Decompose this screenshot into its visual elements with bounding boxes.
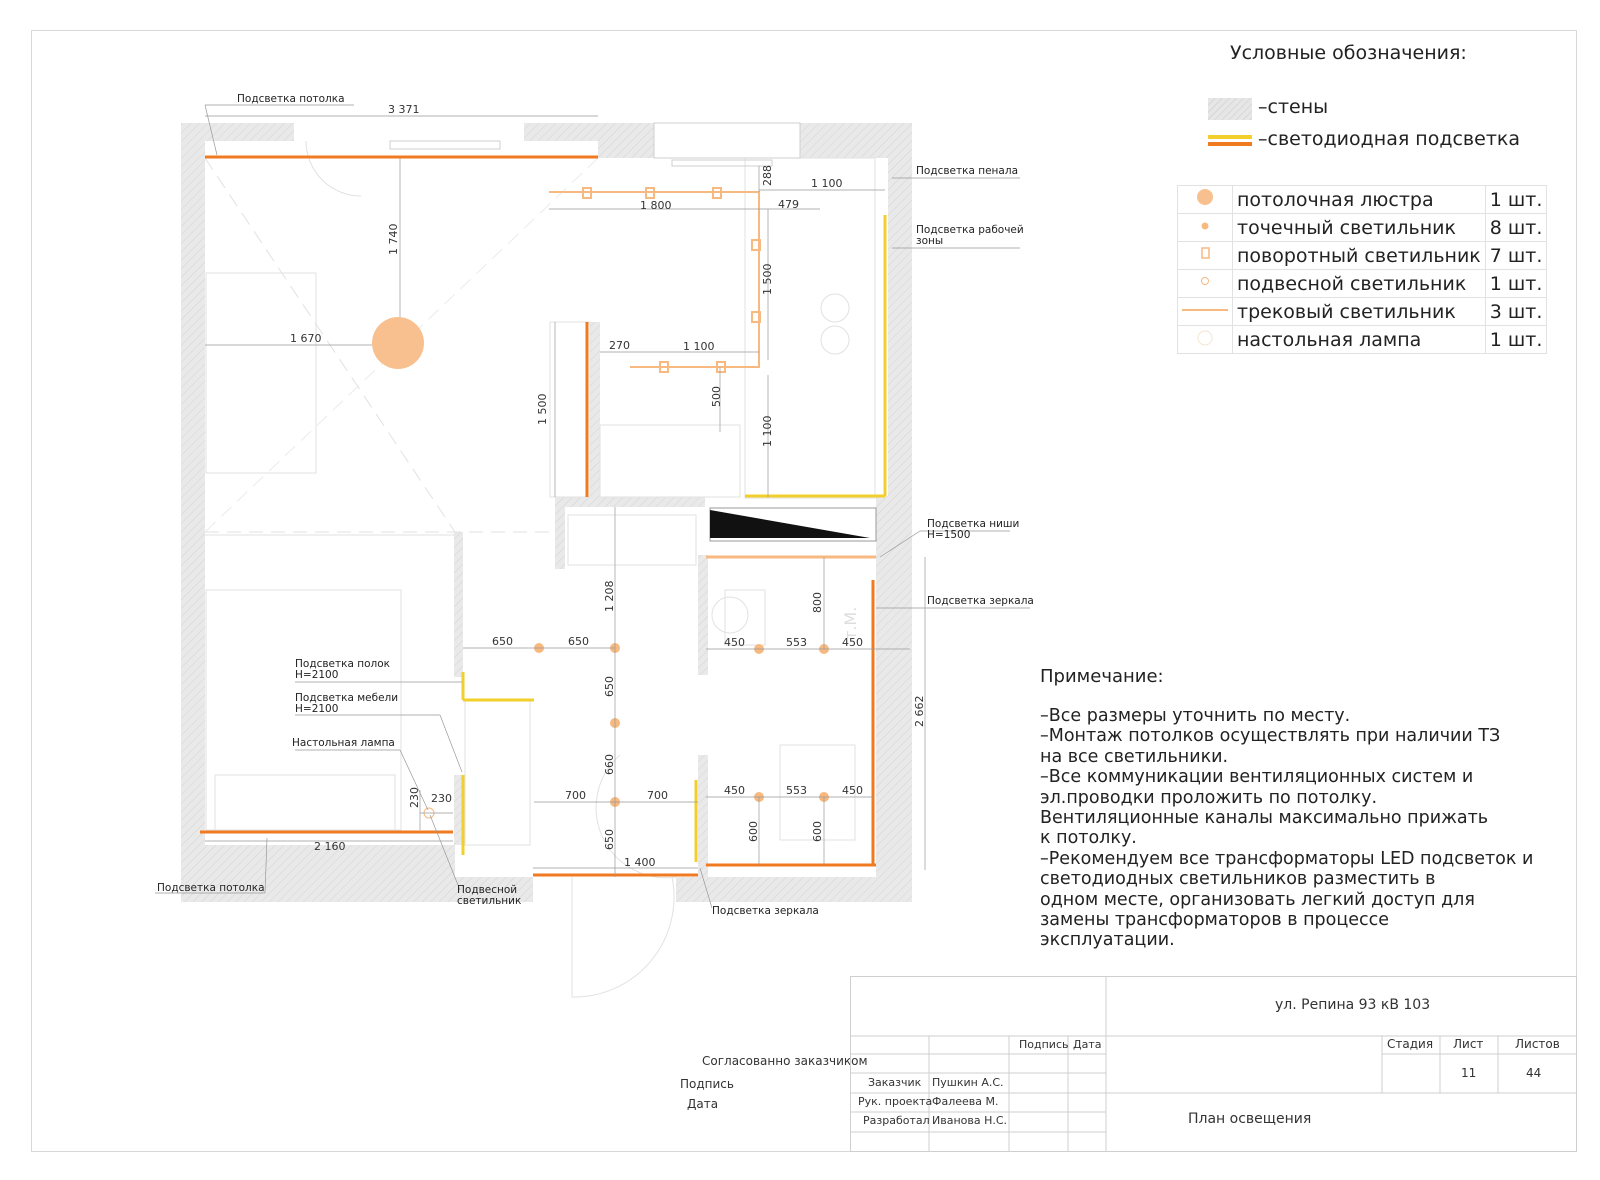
swivel-light-icon (1195, 243, 1215, 263)
dim-553a: 553 (786, 636, 807, 649)
dim-600b: 600 (811, 821, 824, 842)
callout-furniture-2: H=2100 (295, 703, 339, 715)
dim-230b: 230 (431, 792, 452, 805)
dim-1670: 1 670 (290, 332, 322, 345)
drawing-title: План освещения (1188, 1111, 1312, 1127)
dim-450b: 450 (842, 636, 863, 649)
note-line: –Рекомендуем все трансформаторы LED подсветок и (1040, 848, 1534, 869)
callout-niche-2: H=1500 (927, 529, 971, 541)
dim-288: 288 (761, 165, 774, 186)
legend-led: –светодиодная подсветка (1258, 128, 1521, 150)
fixture-table (1177, 185, 1547, 354)
table-row (1178, 298, 1547, 326)
dim-1740: 1 740 (387, 223, 400, 255)
callout-ceiling-bottom: Подсветка потолка (157, 882, 265, 894)
dim-450c: 450 (724, 784, 745, 797)
note-line: –Монтаж потолков осуществлять при наличии ТЗ (1040, 726, 1501, 747)
approval-date: Дата (687, 1097, 719, 1111)
fixture-count: 1 шт. (1485, 270, 1547, 298)
col-sheets: Листов (1515, 1037, 1560, 1051)
dim-650c: 650 (603, 676, 616, 697)
sheets-total: 44 (1526, 1066, 1542, 1080)
col-stage: Стадия (1387, 1037, 1434, 1051)
dim-450d: 450 (842, 784, 863, 797)
dim-650a: 650 (492, 635, 513, 648)
fixture-name: трековый светильник (1233, 298, 1486, 326)
fixture-name: потолочная люстра (1233, 186, 1486, 214)
note-line: к потолку. (1040, 828, 1137, 849)
sheet-number: 11 (1461, 1066, 1477, 1080)
legend-walls: –стены (1258, 96, 1329, 118)
dim-1500b: 1 500 (536, 393, 549, 425)
table-row (1178, 270, 1547, 298)
fixture-count: 1 шт. (1485, 186, 1547, 214)
track-lights (549, 188, 760, 372)
role-project-lead: Рук. проекта (858, 1095, 933, 1108)
callout-work-zone-2: зоны (916, 235, 944, 247)
callout-pendant-1: Подвесной (457, 884, 518, 896)
callout-mirror-bottom: Подсветка зеркала (712, 905, 819, 917)
watermark: т.М. (841, 606, 860, 640)
dim-1800: 1 800 (640, 199, 672, 212)
callout-mirror-top: Подсветка зеркала (927, 595, 1034, 607)
approval-agreed: Согласованно заказчиком (702, 1054, 868, 1068)
note-line: на все светильники. (1040, 746, 1229, 767)
dim-800: 800 (811, 592, 824, 613)
callout-niche-1: Подсветка ниши (927, 518, 1020, 530)
led-strip-swatch-icon (1208, 134, 1252, 148)
dim-650d: 650 (603, 829, 616, 850)
fixture-name: настольная лампа (1233, 326, 1486, 354)
callout-shelves-2: H=2100 (295, 669, 339, 681)
note-line: эксплуатации. (1040, 930, 1175, 951)
legend-title: Условные обозначения: (1230, 42, 1467, 64)
dim-1500a: 1 500 (761, 263, 774, 295)
table-row (1178, 186, 1547, 214)
dimension-labels (290, 103, 926, 869)
fixture-count: 7 шт. (1485, 242, 1547, 270)
col-date: Дата (1073, 1038, 1102, 1051)
wall-swatch-icon (1208, 98, 1252, 120)
dim-1208: 1 208 (603, 580, 616, 612)
callout-table-lamp: Настольная лампа (292, 737, 395, 749)
role-customer: Заказчик (868, 1076, 922, 1089)
fixture-count: 8 шт. (1485, 214, 1547, 242)
role-developer: Разработал (863, 1114, 930, 1127)
fixture-name: поворотный светильник (1233, 242, 1486, 270)
chandelier-icon (1195, 187, 1215, 207)
callout-shelves-1: Подсветка полок (295, 658, 390, 670)
note-line: эл.проводки проложить по потолку. (1040, 787, 1378, 808)
callout-pencil-case: Подсветка пенала (916, 165, 1019, 177)
note-line: одном месте, организовать легкий доступ для (1040, 889, 1475, 910)
fixture-name: подвесной светильник (1233, 270, 1486, 298)
table-lamp-icon (1195, 327, 1215, 347)
track-light-icon (1182, 299, 1228, 319)
note-line: –Все коммуникации вентиляционных систем и (1040, 767, 1474, 788)
spot-light-icon (1195, 215, 1215, 235)
dim-1100c: 1 100 (761, 415, 774, 447)
table-row (1178, 242, 1547, 270)
callout-work-zone-1: Подсветка рабочей (916, 224, 1024, 236)
dim-1100a: 1 100 (811, 177, 843, 190)
table-row (1178, 326, 1547, 354)
dim-450a: 450 (724, 636, 745, 649)
dim-230a: 230 (408, 787, 421, 808)
dim-270: 270 (609, 339, 630, 352)
note-line: светодиодных светильников разместить в (1040, 869, 1436, 890)
notes-title: Примечание: (1040, 666, 1164, 687)
fixture-count: 3 шт. (1485, 298, 1547, 326)
note-line: Вентиляционные каналы максимально прижать (1040, 808, 1489, 829)
table-row (1178, 214, 1547, 242)
dim-553b: 553 (786, 784, 807, 797)
dim-3371: 3 371 (388, 103, 420, 116)
col-sheet: Лист (1453, 1037, 1484, 1051)
address: ул. Репина 93 кВ 103 (1275, 997, 1431, 1013)
fixtures (372, 317, 829, 818)
approval-sign: Подпись (680, 1077, 734, 1091)
dim-660: 660 (603, 754, 616, 775)
fixture-name: точечный светильник (1233, 214, 1486, 242)
name-project-lead: Фалеева М. (932, 1095, 999, 1108)
name-developer: Иванова Н.С. (932, 1114, 1008, 1127)
dim-700a: 700 (565, 789, 586, 802)
dim-1100b: 1 100 (683, 340, 715, 353)
fixture-count: 1 шт. (1485, 326, 1547, 354)
dim-700b: 700 (647, 789, 668, 802)
pendant-light-icon (1195, 271, 1215, 291)
callout-ceiling-top: Подсветка потолка (237, 93, 345, 105)
dim-2662: 2 662 (913, 695, 926, 727)
note-line: замены трансформаторов в процессе (1040, 910, 1390, 931)
dim-479: 479 (778, 198, 799, 211)
chandelier-icon (372, 317, 424, 369)
dim-500: 500 (710, 386, 723, 407)
callout-furniture-1: Подсветка мебели (295, 692, 399, 704)
dim-600a: 600 (747, 821, 760, 842)
dim-650b: 650 (568, 635, 589, 648)
note-line: –Все размеры уточнить по месту. (1040, 706, 1351, 726)
col-sign: Подпись (1019, 1038, 1069, 1051)
notes-list (1040, 706, 1533, 951)
callout-pendant-2: светильник (457, 895, 522, 907)
windows (390, 123, 876, 541)
dim-2160: 2 160 (314, 840, 346, 853)
name-customer: Пушкин А.С. (932, 1076, 1004, 1089)
dim-1400: 1 400 (624, 856, 656, 869)
